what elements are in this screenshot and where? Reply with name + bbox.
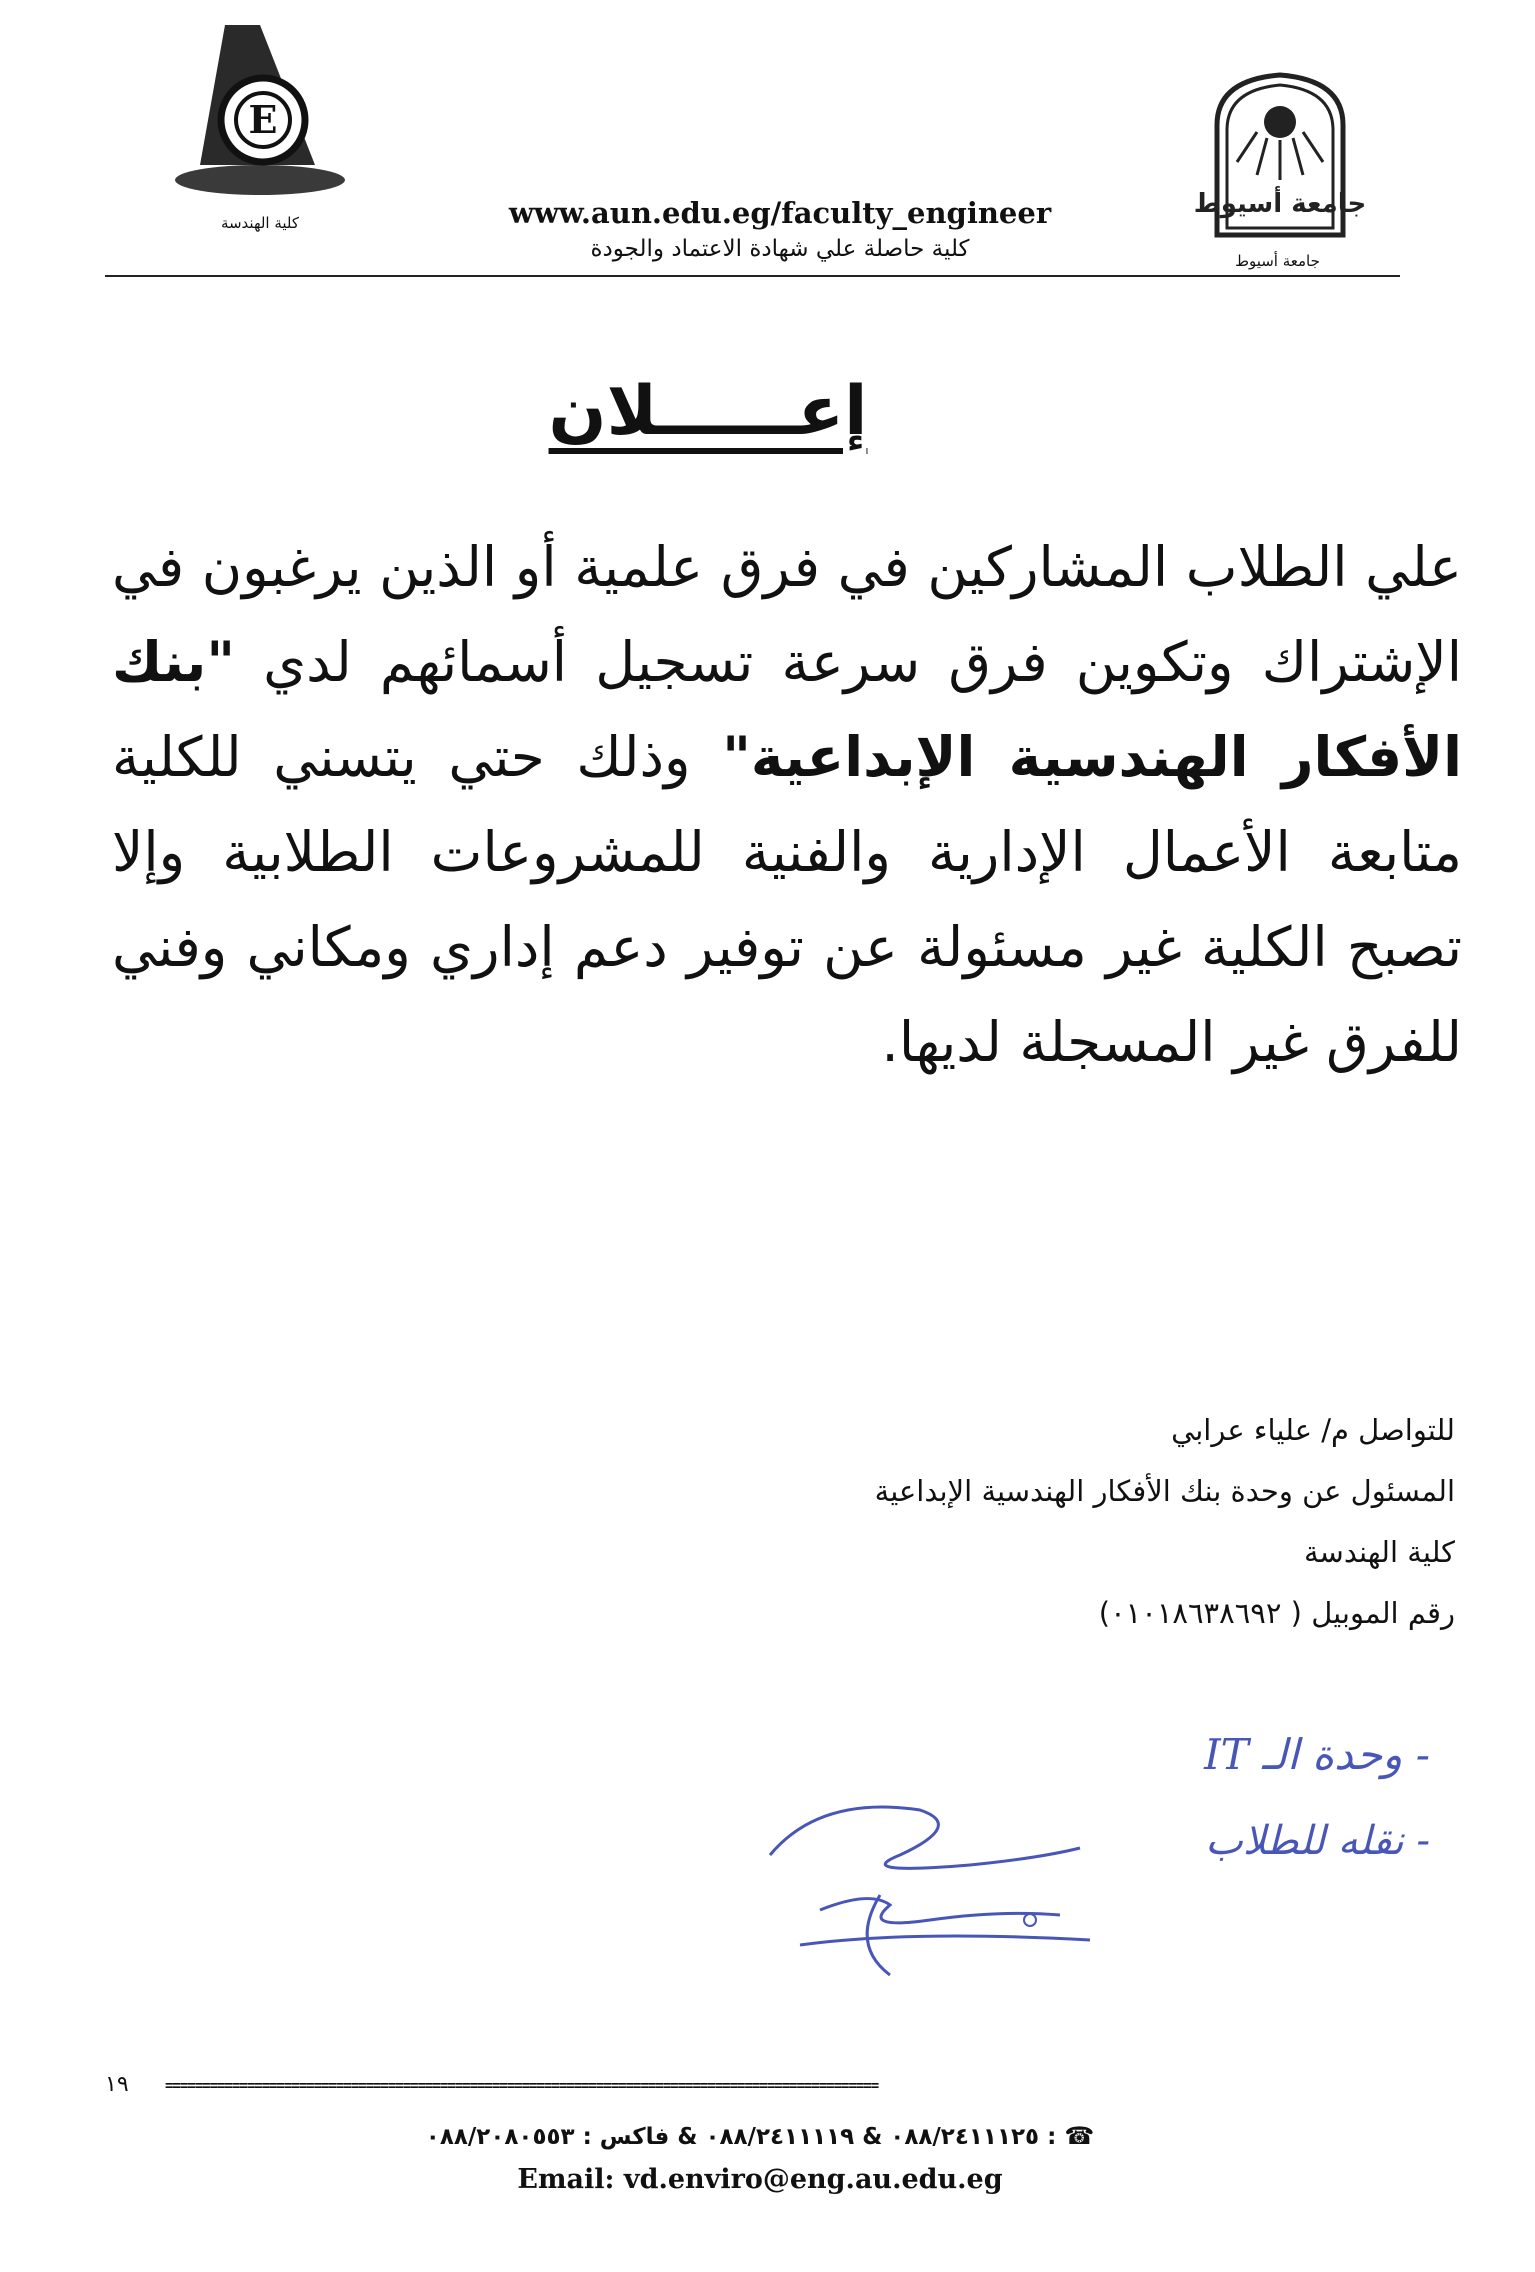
faculty-name: كلية الهندسة: [220, 214, 300, 232]
contact-mobile: رقم الموبيل ( ٠١٠١٨٦٣٨٦٩٢): [1098, 1596, 1455, 1630]
svg-text:جامعة أسيوط: جامعة أسيوط: [1193, 189, 1367, 219]
contact-person: للتواصل م/ علياء عرابي: [1171, 1413, 1455, 1447]
faculty-logo: [165, 15, 350, 205]
body-highlight: "بنك الأفكار الهندسية الإبداعية": [112, 630, 1462, 789]
signature: [760, 1770, 1120, 1980]
website-url[interactable]: www.aun.edu.eg/faculty_engineer: [508, 196, 1052, 230]
page-number: ١٩: [105, 2072, 129, 2097]
svg-text:E: E: [248, 97, 278, 142]
body-part-2: وذلك حتي يتسني للكلية متابعة الأعمال الإدارية والفنية للمشروعات الطلابية وإلا تصبح الكلية غير مسئولة عن توفير دعم إداري ومكاني وفني للفرق غير المسجلة لديها.: [112, 725, 1462, 1074]
university-name: جامعة أسيوط: [1235, 252, 1320, 270]
contact-block: [700, 1400, 1455, 1644]
handwritten-note-2: - نقله للطلاب: [1205, 1818, 1430, 1864]
body-part-1: علي الطلاب المشاركين في فرق علمية أو الذين يرغبون في الإشتراك وتكوين فرق سرعة تسجيل أسمائهم لدي: [112, 535, 1462, 694]
university-logo: [1193, 70, 1367, 240]
phone-numbers: : ٠٨٨/٢٤١١١٢٥ & ٠٨٨/٢٤١١١١٩ & فاكس : ٠٨٨/٢٠٨٠٥٥٣: [425, 2124, 1057, 2150]
handwritten-note-1: - وحدة الـ IT: [1204, 1730, 1430, 1779]
contact-faculty: كلية الهندسة: [1303, 1535, 1455, 1569]
contact-role: المسئول عن وحدة بنك الأفكار الهندسية الإبداعية: [874, 1474, 1455, 1508]
footer-divider: ================================================================================================: [165, 2078, 879, 2094]
header-divider: [105, 275, 1400, 277]
page-title: إعــــــلان: [548, 372, 868, 451]
accreditation-note: كلية حاصلة علي شهادة الاعتماد والجودة: [590, 236, 970, 262]
announcement-body: [112, 520, 1462, 1090]
phone-icon: ☎: [1064, 2122, 1095, 2150]
footer-email[interactable]: Email: vd.enviro@eng.au.edu.eg: [517, 2164, 1003, 2195]
footer-contact-numbers: [260, 2122, 1260, 2150]
